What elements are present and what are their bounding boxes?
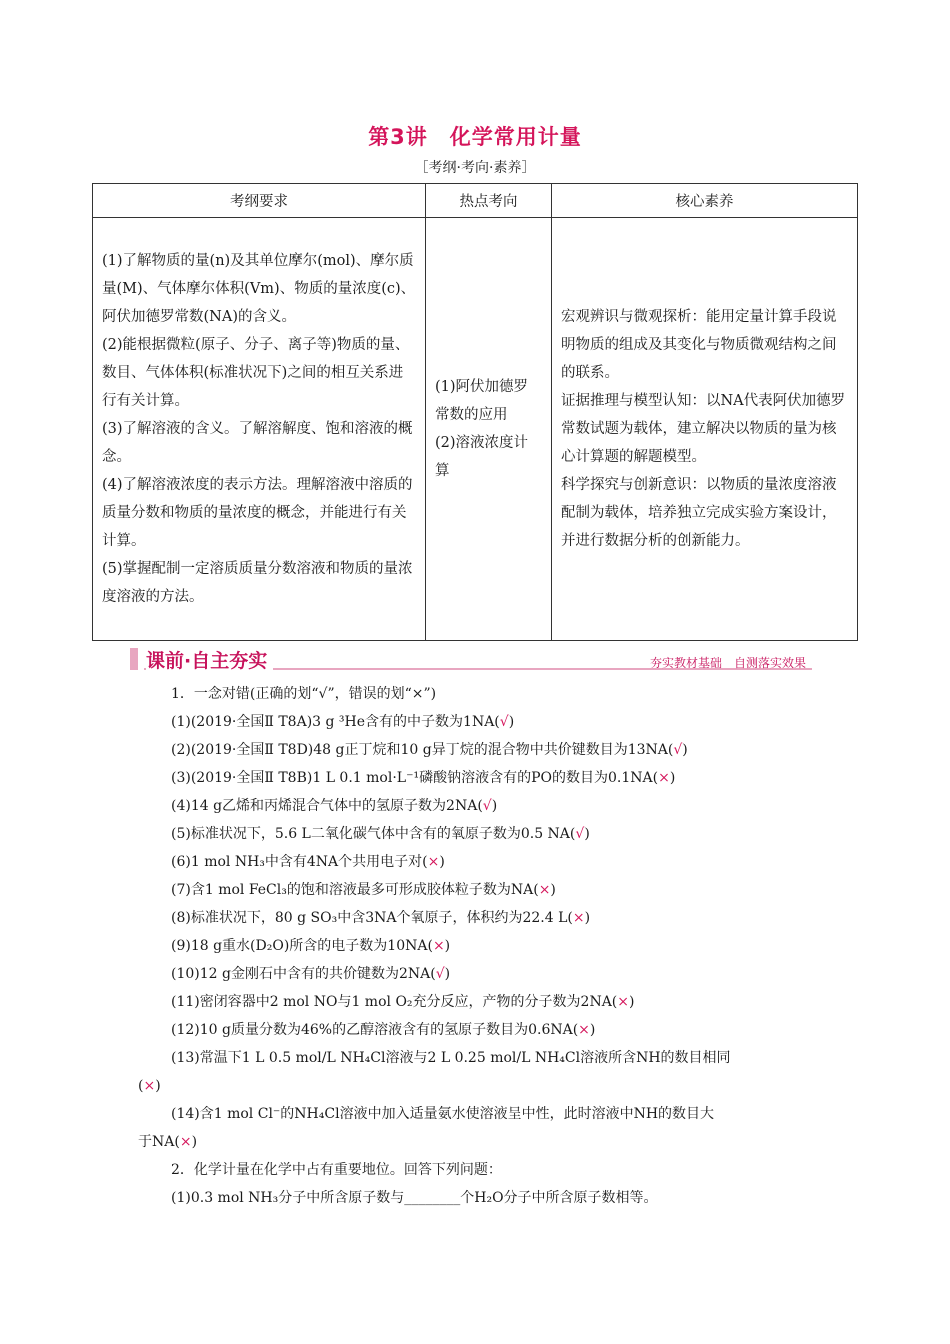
table-row	[93, 218, 858, 641]
answer-mark: √	[673, 742, 683, 758]
cell-core-literacy	[552, 218, 858, 641]
list-item: (12)10 g质量分数为46%的乙醇溶液含有的氢原子数目为0.6NA(×)	[171, 1022, 596, 1038]
header-hot-topics: 热点考向	[426, 184, 552, 218]
page-title: 第3讲 化学常用计量	[368, 125, 582, 149]
list-item: (2)(2019·全国Ⅱ T8D)48 g正丁烷和10 g异丁烷的混合物中共价键数目为13NA(√)	[171, 742, 688, 758]
table-header-row	[93, 184, 858, 218]
list-item: (3)(2019·全国Ⅱ T8B)1 L 0.1 mol·L⁻¹磷酸钠溶液含有的PO的数目为0.1NA(×)	[171, 770, 676, 786]
list-item: (9)18 g重水(D₂O)所含的电子数为10NA(×)	[171, 938, 451, 954]
cell-hot-topics	[426, 218, 552, 641]
header-exam-requirements: 考纲要求	[93, 184, 426, 218]
answer-mark: ×	[427, 854, 440, 870]
answer-mark: ×	[572, 910, 585, 926]
section-title: 课前·自主夯实	[146, 646, 273, 673]
answer-mark: ×	[538, 882, 551, 898]
topic-item: (1)阿伏加德罗常数的应用	[435, 379, 529, 423]
requirement-item: (5)掌握配制一定溶质质量分数溶液和物质的量浓度溶液的方法。	[102, 561, 413, 605]
list-item: (5)标准状况下，5.6 L二氧化碳气体中含有的氧原子数为0.5 NA(√)	[171, 826, 590, 842]
list-item: (8)标准状况下，80 g SO₃中含3NA个氧原子，体积约为22.4 L(×)	[171, 910, 591, 926]
literacy-item: 宏观辨识与微观探析：能用定量计算手段说明物质的组成及其变化与物质微观结构之间的联系。	[561, 309, 837, 381]
page-subtitle: ［考纲·考向·素养］	[414, 160, 536, 176]
banner-accent-bar	[130, 648, 138, 670]
header-core-literacy: 核心素养	[552, 184, 858, 218]
exercise-content	[138, 680, 838, 1212]
question-stem: 2．化学计量在化学中占有重要地位。回答下列问题：	[171, 1162, 502, 1178]
answer-mark: √	[435, 966, 445, 982]
answer-mark: ×	[143, 1078, 156, 1094]
literacy-item: 科学探究与创新意识：以物质的量浓度溶液配制为载体，培养独立完成实验方案设计，并进行数据分析的创新能力。	[561, 477, 837, 549]
syllabus-table	[92, 183, 858, 641]
list-item: (1)0.3 mol NH₃分子中所含原子数与________个H₂O分子中所含原子数相等。	[171, 1190, 658, 1206]
list-item: (11)密闭容器中2 mol NO与1 mol O₂充分反应，产物的分子数为2NA(×)	[171, 994, 635, 1010]
answer-mark: √	[482, 798, 492, 814]
answer-mark: ×	[578, 1022, 590, 1038]
section-banner	[130, 646, 812, 672]
requirement-item: (4)了解溶液浓度的表示方法。理解溶液中溶质的质量分数和物质的量浓度的概念，并能进行有关计算。	[102, 477, 413, 549]
answer-mark: ×	[432, 938, 445, 954]
list-item-continued: 于NA(×)	[138, 1134, 198, 1150]
answer-mark: ×	[658, 770, 670, 786]
list-item: (1)(2019·全国Ⅱ T8A)3 g ³He含有的中子数为1NA(√)	[171, 714, 515, 730]
list-item: (6)1 mol NH₃中含有4NA个共用电子对(×)	[171, 854, 445, 870]
section-tagline: 夯实教材基础 自测落实效果	[649, 656, 806, 670]
requirement-item: (3)了解溶液的含义。了解溶解度、饱和溶液的概念。	[102, 421, 413, 465]
list-item: (14)含1 mol Cl⁻的NH₄Cl溶液中加入适量氨水使溶液呈中性，此时溶液中NH的数目大	[171, 1106, 715, 1122]
list-item: (4)14 g乙烯和丙烯混合气体中的氢原子数为2NA(√)	[171, 798, 498, 814]
list-item: (7)含1 mol FeCl₃的饱和溶液最多可形成胶体粒子数为NA(×)	[171, 882, 556, 898]
topic-item: (2)溶液浓度计算	[435, 435, 529, 479]
list-item: (10)12 g金刚石中含有的共价键数为2NA(√)	[171, 966, 451, 982]
list-item-continued: (×)	[138, 1078, 161, 1094]
answer-mark: √	[499, 714, 509, 730]
answer-mark: ×	[179, 1134, 192, 1150]
answer-mark: ×	[617, 994, 629, 1010]
question-stem: 1．一念对错(正确的划“√”，错误的划“×”)	[171, 686, 437, 702]
list-item: (13)常温下1 L 0.5 mol/L NH₄Cl溶液与2 L 0.25 mol/L NH₄Cl溶液所含NH的数目相同	[171, 1050, 731, 1066]
requirement-item: (2)能根据微粒(原子、分子、离子等)物质的量、数目、气体体积(标准状况下)之间的相互关系进行有关计算。	[102, 337, 410, 409]
cell-exam-requirements	[93, 218, 426, 641]
literacy-item: 证据推理与模型认知：以NA代表阿伏加德罗常数试题为载体，建立解决以物质的量为核心计算题的解题模型。	[561, 393, 846, 465]
requirement-item: (1)了解物质的量(n)及其单位摩尔(mol)、摩尔质量(M)、气体摩尔体积(Vm)、物质的量浓度(c)、阿伏加德罗常数(NA)的含义。	[102, 253, 416, 325]
answer-mark: √	[575, 826, 585, 842]
